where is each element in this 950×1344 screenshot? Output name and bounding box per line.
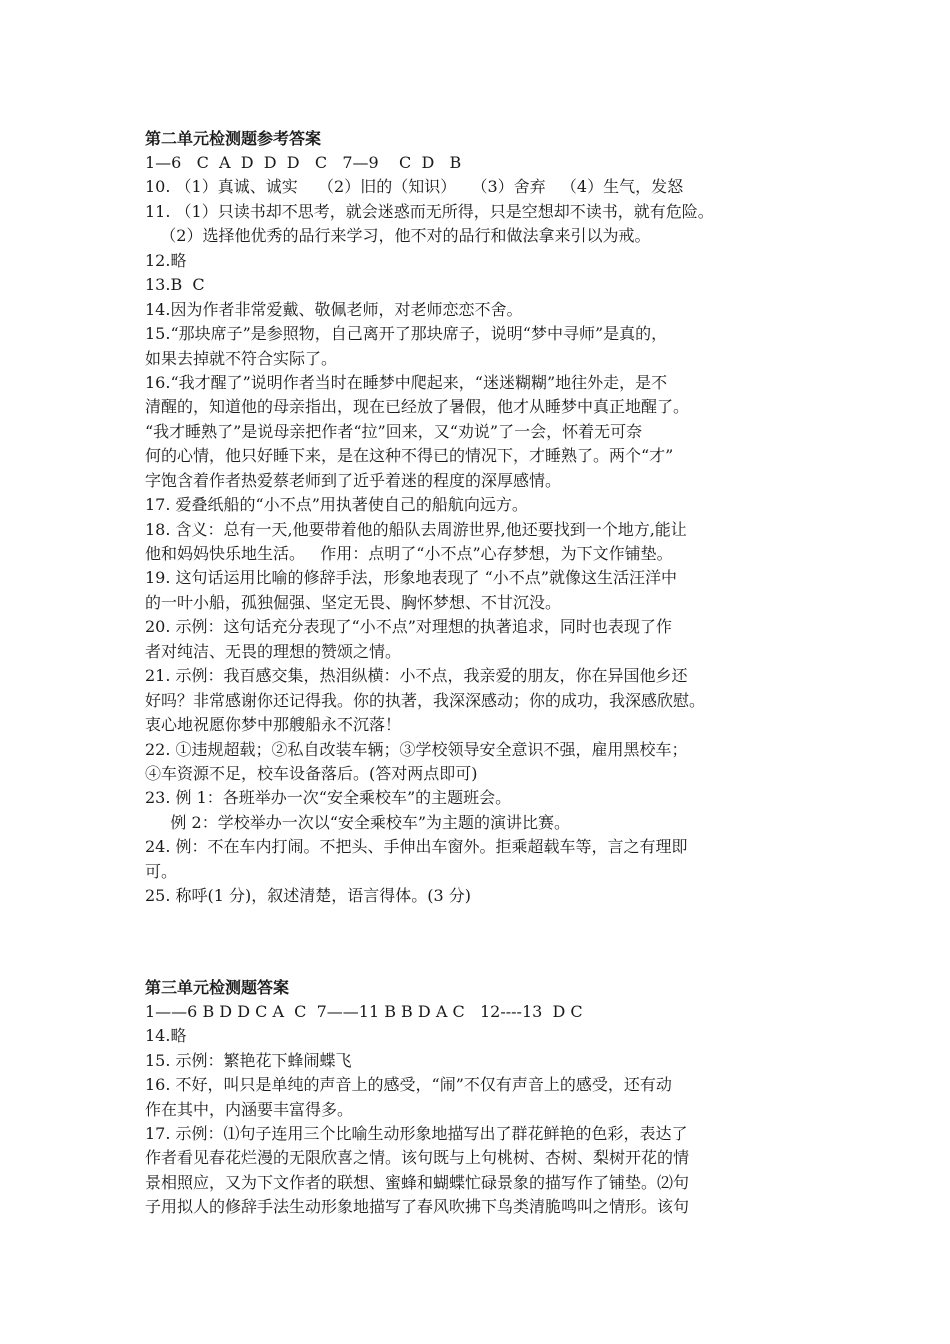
answer-line: 1—6 C A D D D C 7—9 C D B xyxy=(145,153,462,172)
answer-line: “我才睡熟了”是说母亲把作者“拉”回来，又“劝说”了一会，怀着无可奈 xyxy=(145,421,643,441)
answer-line: （2）选择他优秀的品行来学习，他不对的品行和做法拿来引以为戒。 xyxy=(145,226,651,246)
answer-line: 17. 爱叠纸船的“小不点”用执著使自己的船航向远方。 xyxy=(145,495,528,515)
answer-line: 他和妈妈快乐地生活。 作用：点明了“小不点”心存梦想，为下文作铺垫。 xyxy=(145,544,673,563)
answer-line: 19. 这句话运用比喻的修辞手法，形象地表现了 “小不点”就像这生活汪洋中 xyxy=(145,568,677,588)
answer-line: 字饱含着作者热爱蔡老师到了近乎着迷的程度的深厚感情。 xyxy=(145,470,562,490)
answer-lines xyxy=(145,1000,825,1220)
answer-line: 16.“我才醒了”说明作者当时在睡梦中爬起来，“迷迷糊糊”地往外走，是不 xyxy=(145,372,668,392)
answer-line: 可。 xyxy=(145,861,178,881)
answer-line: 好吗？非常感谢你还记得我。你的执著，我深深感动；你的成功，我深感欣慰。 xyxy=(145,690,706,710)
answer-line: 作在其中，内涵要丰富得多。 xyxy=(145,1099,354,1119)
answer-line: 清醒的，知道他的母亲指出，现在已经放了暑假，他才从睡梦中真正地醒了。 xyxy=(145,397,690,417)
answer-line: 20. 示例：这句话充分表现了“小不点”对理想的执著追求，同时也表现了作 xyxy=(145,617,672,637)
answer-line: 23. 例 1：各班举办一次“安全乘校车”的主题班会。 xyxy=(145,788,512,808)
unit-2-answers xyxy=(145,126,825,909)
answer-lines xyxy=(145,151,825,909)
answer-line: 如果去掉就不符合实际了。 xyxy=(145,348,338,368)
answer-line: 16. 不好，叫只是单纯的声音上的感受，“闹”不仅有声音上的感受，还有动 xyxy=(145,1075,672,1095)
answer-line: 10. （1）真诚、诚实 （2）旧的（知识） （3）舍弃 （4）生气，发怒 xyxy=(145,177,684,197)
answer-line: 衷心地祝愿你梦中那艘船永不沉落！ xyxy=(145,715,402,735)
answer-line: 景相照应，又为下文作者的联想、蜜蜂和蝴蝶忙碌景象的描写作了铺垫。⑵句 xyxy=(145,1172,690,1192)
answer-line: ④车资源不足，校车设备落后。(答对两点即可) xyxy=(145,763,478,783)
answer-line: 子用拟人的修辞手法生动形象地描写了春风吹拂下鸟类清脆鸣叫之情形。该句 xyxy=(145,1197,690,1217)
answer-line: 14.略 xyxy=(145,1026,187,1046)
answer-line: 何的心情，他只好睡下来，是在这种不得已的情况下，才睡熟了。两个“才” xyxy=(145,446,674,466)
answer-line: 24. 例：不在车内打闹。不把头、手伸出车窗外。拒乘超载车等，言之有理即 xyxy=(145,837,688,857)
answer-line: 者对纯洁、无畏的理想的赞颂之情。 xyxy=(145,641,402,661)
section-title: 第三单元检测题答案 xyxy=(145,978,290,997)
answer-line: 15. 示例：繁艳花下蜂闹蝶飞 xyxy=(145,1050,352,1070)
answer-line: 25. 称呼(1 分)，叙述清楚，语言得体。(3 分) xyxy=(145,886,472,906)
answer-line: 21. 示例：我百感交集，热泪纵横：小不点，我亲爱的朋友，你在异国他乡还 xyxy=(145,666,688,686)
answer-line: 15.“那块席子”是参照物，自己离开了那块席子，说明“梦中寻师”是真的， xyxy=(145,324,668,344)
answer-line: 14.因为作者非常爱戴、敬佩老师，对老师恋恋不舍。 xyxy=(145,299,523,319)
answer-line: 18. 含义：总有一天,他要带着他的船队去周游世界,他还要找到一个地方,能让 xyxy=(145,519,687,539)
answer-line: 22. ①违规超载；②私自改装车辆；③学校领导安全意识不强，雇用黑校车； xyxy=(145,739,688,759)
answer-line: 1——6 B D D C A C 7——11 B B D A C 12----13 D C xyxy=(145,1002,583,1021)
answer-line: 例 2：学校举办一次以“安全乘校车”为主题的演讲比赛。 xyxy=(145,812,571,832)
unit-3-answers xyxy=(145,975,825,1220)
section-title: 第二单元检测题参考答案 xyxy=(145,129,322,148)
answer-line: 17. 示例：⑴句子连用三个比喻生动形象地描写出了群花鲜艳的色彩，表达了 xyxy=(145,1123,688,1143)
answer-line: 12.略 xyxy=(145,250,187,270)
answer-line: 11. （1）只读书却不思考，就会迷惑而无所得，只是空想却不读书，就有危险。 xyxy=(145,201,714,221)
answer-line: 的一叶小船，孤独倔强、坚定无畏、胸怀梦想、不甘沉没。 xyxy=(145,592,562,612)
answer-line: 作者看见春花烂漫的无限欣喜之情。该句既与上句桃树、杏树、梨树开花的情 xyxy=(145,1148,690,1168)
answer-line: 13.B C xyxy=(145,275,205,295)
